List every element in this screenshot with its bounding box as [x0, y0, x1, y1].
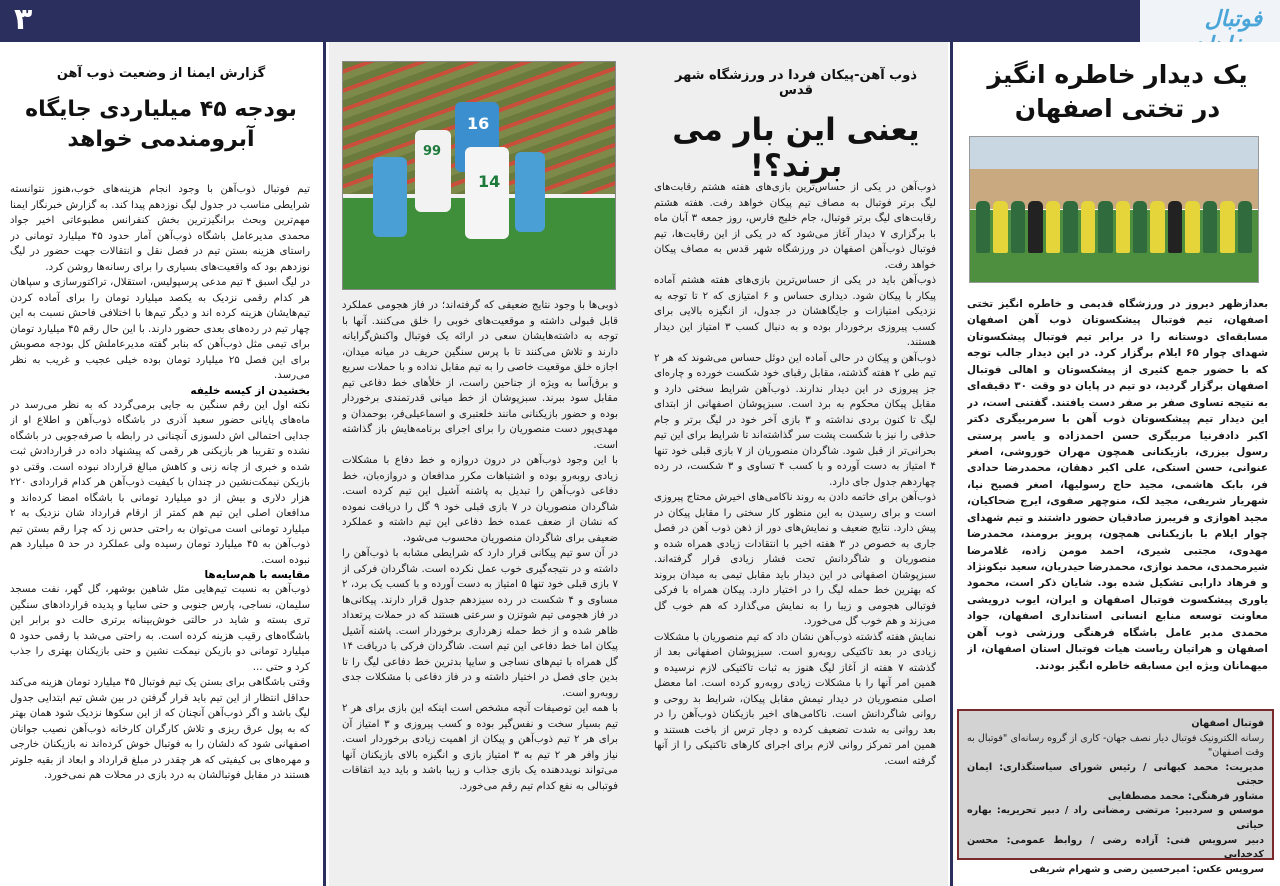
- middle-paragraph: ذوبی‌ها با وجود نتایج ضعیفی که گرفته‌اند؛ در فاز هجومی عملکرد قابل قبولی داشته و موقعیت‌های خوبی را خلق می‌کنند. آنها با توجه به داشته‌هایشان سعی در ارائه یک فوتبال واکنش‌گرایانه دارند و تلاش می‌کنند تا با پرس سنگین حریف در میانه میدان، اجازه خلق موقعیت خاصی را به تیم مقابل نداده و با حملات سریع و برق‌آسا به ویژه از جناحین راست، از خلأهای خط دفاعی تیم مقابل سود ببرند. سبزپوشان از خط میانی قدرتمندی برخوردار بوده و حضور بازیکنانی مانند خلعتبری و اسماعیلی‌فر، بوحمدان و مهدی‌پور دست منصوریان را برای اجرای برنامه‌هایش باز گذاشته است.: [342, 300, 618, 451]
- middle-paragraph: ذوب‌آهن در یکی از حساس‌ترین بازی‌های هفته هشتم رقابت‌های لیگ برتر فوتبال به مصاف تیم پیکان خواهد رفت. هفته هشتم رقابت‌های لیگ برتر فوتبال، جام خلیج فارس، روز جمعه ۳ آبان ماه با برگزاری ۷ دیدار آغاز می‌شود که در یکی از این رقابت‌ها، تیم فوتبال ذوب‌آهن اصفهان در ورزشگاه شهر قدس به مصاف پیکان خواهد رفت.: [654, 182, 936, 271]
- section-logo: فوتبال: [1204, 6, 1262, 32]
- column-divider: [950, 42, 953, 886]
- team-photo: [969, 136, 1259, 283]
- credits-line4: دبیر سرویس فنی: آزاده رضی / روابط عمومی: محسن کدخدایی: [967, 834, 1264, 861]
- jersey-number: 14: [478, 172, 501, 191]
- left-subheading: مقایسه با هم‌سایه‌ها: [204, 569, 310, 581]
- jersey-number: 16: [467, 114, 490, 133]
- left-subheading: بخشیدن از کیسه خلیفه: [190, 384, 310, 397]
- middle-paragraph: نمایش هفته گذشته ذوب‌آهن نشان داد که تیم منصوریان با مشکلات زیادی در بعد تاکتیکی روبه‌رو است. سبزپوشان اصفهانی بعد از گذشته ۷ هفته از آغاز لیگ هنوز به ثبات تاکتیکی لازم نرسیده و همین امر آنها را با مشکلات زیادی روبه‌رو کرده است. اما معضل اصلی منصوریان در دیدار تیمش مقابل پیکان، شرایط بد روحی و روانی شاگردانش است. ناکامی‌های اخیر بازیکنان ذوب‌آهن را در بعد روانی به شدت تضعیف کرده و دچار ترس از باخت هستند و همین امر تمرکز روانی لازم برای اجرای کارهای تاکتیکی را از آنها گرفته است.: [654, 631, 936, 767]
- middle-paragraph: ذوب‌آهن و پیکان در حالی آماده این دوئل حساس می‌شوند که هر ۲ تیم طی ۲ هفته گذشته، مقابل رقبای خود شکست خورده و چاره‌ای جز پیروزی در این دیدار ندارند. ذوب‌آهن شرایط سختی دارد و مقابل پیکان محکوم به برد است. سبزپوشان اصفهانی از ابتدای لیگ تا کنون بردی نداشته و ۳ بازی آخر خود در لیگ برتر و جام حذفی را نیز با شکست پشت سر گذاشته‌اند تا شرایط برای این تیم بحرانی‌تر از قبل شود. شاگردان منصوریان از ۷ بازی قبلی خود تنها ۴ امتیاز به دست آورده و با کسب ۴ تساوی و ۳ شکست، در رده چهاردهم جدول جای دارد.: [654, 352, 936, 488]
- top-banner: [0, 0, 1280, 42]
- middle-paragraph: با همه این توصیفات آنچه مشخص است اینکه این بازی برای هر ۲ تیم بسیار سخت و نفس‌گیر بوده و کسب پیروزی و ۳ امتیاز آن برای هر ۲ تیم ذوب‌آهن و پیکان از اهمیت زیادی برخوردار است. نیاز وافر هر ۲ تیم به ۳ امتیاز بازی و انگیزه بالای بازیکنان آنها می‌تواند نوید‌دهنده یک بازی جذاب و زیبا باشد و باید دید اتفاقات فوتبالی به نفع کدام تیم رقم می‌خورد.: [342, 703, 618, 792]
- credits-line3: موسس و سردبیر: مرتضی رمضانی راد / دبیر تحریریه: بهاره حیاتی: [967, 805, 1264, 832]
- middle-col-left-text: [342, 298, 618, 886]
- credits-title: فوتبال اصفهان: [1191, 718, 1264, 729]
- right-headline-1: یک دیدار خاطره انگیز: [987, 60, 1248, 89]
- middle-paragraph: در آن سو تیم پیکانی قرار دارد که شرایطی مشابه با ذوب‌آهن را داشته و در نتیجه‌گیری خوب عمل نکرده است. شاگردان فرکی از ۷ بازی قبلی خود تنها ۵ امتیاز به دست آورده و با کسب یک برد، ۲ مساوی و ۴ شکست در رده سیزدهم جدول قرار دارند. پیکانی‌ها در فاز هجومی تیم شوتزن و سرعتی هستند که در حملات پرتعداد ظاهر شده و از خط حمله زهرداری برخوردار است. پاشنه آشیل پیکان اما خط دفاعی این تیم است. شاگردان فرکی با دریافت ۱۴ گل همراه با تیم‌های نساجی و سایپا بدترین خط دفاعی لیگ را تا بدین جای فصل در اختیار داشته و در فاز دفاعی با مشکلات جدی روبه‌رو است.: [342, 548, 618, 699]
- left-kicker: گزارش ایمنا از وضعیت ذوب آهن: [56, 66, 266, 81]
- middle-paragraph: با این وجود ذوب‌آهن در درون دروازه و خط دفاع با مشکلات زیادی روبه‌رو بوده و اشتباهات مکرر مدافعان و دروازه‌بان، خط دفاعی ذوب‌آهن را تبدیل به پاشنه آشیل این تیم کرده است. شاگردان منصوریان در ۷ بازی قبلی خود ۹ گل را دریافت نموده که نشان از ضعف عمده خط دفاعی این تیم داشته و عملکرد ضعیفی برای شاگردان منصوریان محسوب می‌شود.: [342, 455, 618, 544]
- middle-article: [329, 42, 948, 886]
- jersey-number: 99: [423, 144, 442, 159]
- column-divider: [323, 42, 326, 886]
- left-paragraph: تیم فوتبال ذوب‌آهن با وجود انجام هزینه‌های خوب،هنوز نتوانسته شرایطی مناسب در جدول لیگ نوزدهم پیدا کند. به گزارش خبرنگار ایمنا مهم‌ترین وبحث برانگیزترین بخش کنفرانس مطبوعاتی اخیر جواد محمدی مدیرعامل باشگاه ذوب‌آهن آمار حدود ۴۵ میلیارد تومانی در راستای هزینه بستن تیم در فصل نقل و انتقالات جهت حضور در لیگ نوزدهم بود که واقعیت‌های بسیاری را برای رسانه‌ها روشن کرد.: [10, 184, 310, 273]
- page-number: ۳: [14, 2, 33, 37]
- credits-line5: سرویس عکس: امیرحسین رضی و شهرام شریفی: [1029, 863, 1264, 875]
- left-paragraph: ذوب‌آهن به نسبت تیم‌هایی مثل شاهین بوشهر، گل گهر، نفت مسجد سلیمان، نساجی، پارس جنوبی و حتی سایپا و پدیده قراردادهای سنگین تری بسته و شاید در حالتی خوش‌بینانه برتری حالت دو برابر این باشگاه‌های رقیب هزینه کرده است. به راحتی می‌شد با رقمی حدود ۵ میلیارد تومانی دو بازیکن نیمکت نشین و حتی بازیکنان بهتری را جذب کرد و حتی ...: [10, 584, 310, 673]
- middle-paragraph: ذوب‌آهن برای خاتمه دادن به روند ناکامی‌های اخیرش محتاج پیروزی است و برای رسیدن به این منظور کار سختی را مقابل پیکان در پیش دارد. نتایج ضعیف و نمایش‌های دور از ذهن ذوب آهن در فصل جاری به خصوص در ۳ هفته اخیر با انتقادات زیادی همراه شده و منصوریان و شاگردانش تحت فشار زیادی قرار گرفته‌اند. سبزپوشان اصفهانی در این دیدار باید مقابل تیمی به میدان بروند که بهترین خط حمله لیگ را در اختیار دارد. پیکان همراه با فرکی فوتبالی هجومی و زیبا را به نمایش می‌گذارد که هم خوب گل می‌زند و هم خوب گل می‌خورد.: [654, 492, 936, 627]
- middle-kicker: ذوب آهن-پیکان فردا در ورزشگاه شهر قدس: [674, 68, 918, 98]
- right-headline-2: در تختی اصفهان: [1014, 93, 1221, 123]
- credits-desc: رسانه الکترونیک فوتبال دیار نصف جهان- کاری از گروه رسانه‌ای "فوتبال به وقت اصفهان": [967, 732, 1264, 759]
- left-paragraph: در لیگ اسبق ۴ تیم مدعی پرسپولیس، استقلال، تراکتورسازی و سپاهان هر کدام رقمی نزدیک به یکصد میلیارد تومان را برای آماده کردن تیم‌هایشان هزینه کرده اند و دیگر تیم‌ها با اختلافی فاحش نسبت به این چهار تیم در رده‌های بعدی حضور دارند. با این حال رقم ۴۵ میلیارد تومان برای تیمی مثل ذوب‌آهن که بنابر گفته مدیرعاملش کل بودجه مصوبش برای این فصل ۲۵ میلیارد تومان بوده خیلی عجیب و غریب به نظر می‌رسد.: [10, 277, 310, 381]
- middle-paragraph: ذوب‌آهن باید در یکی از حساس‌ترین بازی‌های هفته هشتم آماده پیکار با پیکان شود. دیداری حساس و ۶ امتیازی که ۲ تا توجه به نزدیکی امتیازات و جایگاهشان در جدول، از انگیزه بالایی برای کسب پیروزی برخوردار بوده و به دنبال کسب ۳ امتیاز این دیدار هستند.: [654, 275, 936, 348]
- left-headline-1: بودجه ۴۵ میلیاردی جایگاه: [25, 97, 297, 122]
- left-article: [0, 42, 322, 886]
- middle-headline: یعنی این بار می برند؟!: [672, 112, 920, 184]
- credits-box: [957, 709, 1274, 875]
- middle-col-right-text: [654, 180, 936, 880]
- right-body: بعدازظهر دیروز در ورزشگاه قدیمی و خاطره انگیز تختی اصفهان، تیم فوتبال پیشکسوتان ذوب آهن اصفهان مسابقه‌ای دوستانه را در برابر تیم فوتبال پیشکسوتان شهدای چوار ۶۵ ایلام برگزار کرد. در این دیدار جالب توجه که با حضور جمع کثیری از پیشکسوتان و اهالی فوتبال اصفهان برگزار گردید، دو تیم در پایان دو وقت ۳۰ دقیقه‌ای به نتیجه تساوی صفر بر صفر دست یافتند. گفتنی است، در این دیدار تیم پیشکسوتان ذوب آهن با سرمربیگری دکتر اکبر دادفرنیا مربیگری حسن احمدزاده و یاسر پرستی رسول بیزری، بازیکنانی همچون مهران خوروشی، اصغر عنوانی، حسن استکی، علی اکبر دهقان، محمدرضا حدادی فر، بابک هاشمی، مجید حاج رسولیها، اصغر فصیح نیا، شهریار شریفی، مجید لک، منوچهر صفوی، ایرج ضحاکیان، مجید اهوازی و فریبرز صادقیان حضور داشتند و تیم شهدای چوار ایلام با بازیکنانی همچون، پرویز برومند، محمدرضا مهدوی، مجتبی شیری، احمد مومن زاده، غلامرضا شیرمحمدی، محمد نوازی، محمدرضا حیدریان، سعید نیکونژاد و فرهاد دارابی تشکیل شده بود. شایان ذکر است، محمود یاوری پیشکسوت فوتبال اصفهان و ایران، ایوب درویشی معاونت توسعه منابع انسانی استانداری اصفهان، جواد محمدی مدیر عامل باشگاه فرهنگی ورزشی ذوب آهن اصفهان و هراتیان ریاست هیات فوتبال استان اصفهان، از میهمانان ویژه این مسابقه خاطره انگیز بودند.: [967, 298, 1268, 672]
- left-headline-2: آبرومندمی خواهد: [67, 126, 255, 152]
- credits-line2: مشاور فرهنگی: محمد مصطفایی: [1107, 790, 1264, 802]
- credits-line1: مدیریت: محمد کیهانی / رئیس شورای سیاستگذاری: ایمان حجتی: [967, 761, 1264, 788]
- match-photo: [342, 61, 616, 290]
- left-paragraph: وقتی باشگاهی برای بستن یک تیم فوتبال ۴۵ میلیارد تومان هزینه می‌کند حداقل انتظار از این تیم باید قرار گرفتن در بین شش تیم ابتدایی جدول لیگ باشد و اگر ذوب‌آهن آنچنان که از این سکوها نزدیک شود همان بهتر که به پول عرق ریزی و تلاش کارگران کارخانه ذوب‌آهن نصیب جوانان اصفهانی شود که دلشان را به فوتبال خوش کرده‌اند نه بازیکنان خارجی و مهره‌های بی کیفیتی که هر چقدر در مبلغ قرارداد و ابعاد از بقیه جلوتر هستند در مقابل فوتبالشان به درد بازی در محلات هم نمی‌خورد.: [10, 677, 310, 781]
- left-body: [10, 182, 310, 882]
- section-logo-box: [1140, 0, 1280, 42]
- left-paragraph: نکته اول این رقم سنگین به جایی برمی‌گردد که به نظر می‌رسد در ماه‌های پایانی حضور سعید آذری در باشگاه ذوب‌آهن و اطلاع او از جدایی احتمالی اش دلسوزی آنچنانی در رابطه با صرفه‌جویی در باشگاه نشده و تقریبا هر بازیکنی هر رقمی که پیشنهاد داده در قراردادش ثبت شده و خبری از چانه زنی و کاهش مبالغ قرارداد نبوده است. وقتی دو بازیکن نیمکت‌نشین در چندان با کیفیت ذوب‌آهن هر کدام قراردادی ۲۲۰ هزار دلاری و بیش از دو میلیارد تومانی با باشگاه امضا کرده‌اند و مدافعان اصلی این تیم هم کمتر از ارقام قرارداد شان نزدیک به ۲ میلیارد تومانی است می‌توان به راحتی حدس زد که چرا رقم بستن تیم ذوب‌آهن به ۴۵ میلیارد تومان رسیده ولی عملکرد در حد ۵ میلیارد هم نبوده است.: [10, 399, 310, 566]
